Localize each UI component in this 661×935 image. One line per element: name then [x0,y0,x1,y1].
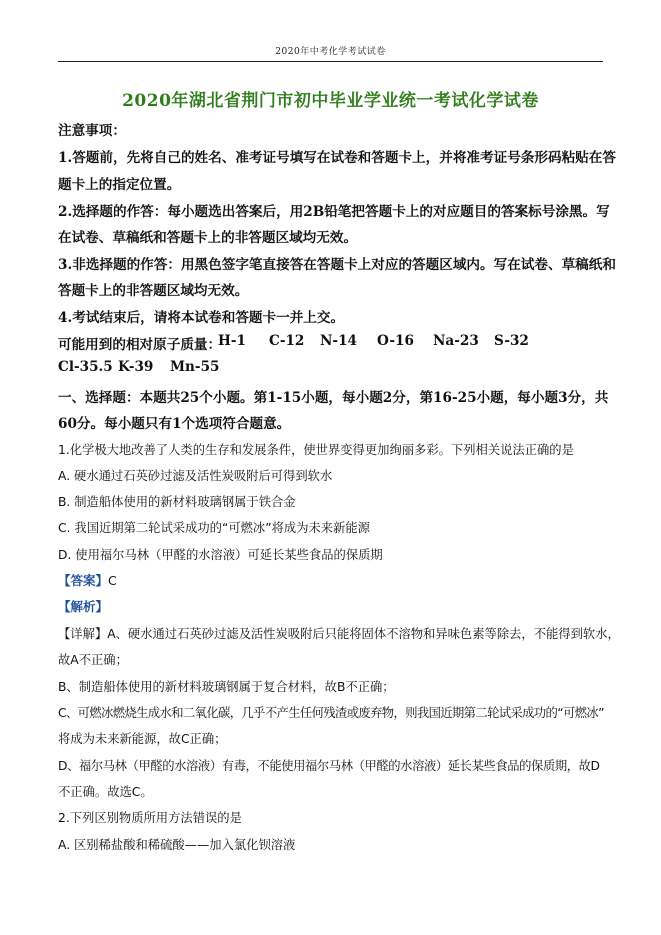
question-1-detail-line-1 [58,624,620,642]
question-2-option-a: A. 区别稀盐酸和稀硫酸——加入氯化钡溶液 [58,838,296,852]
question-1-detail-line-6: D、福尔马林（甲醛的水溶液）有毒，不能使用福尔马林（甲醛的水溶液）延长某些食品的保质期，故D [58,759,600,773]
atomic-mass-o: O-16 [377,333,414,349]
note-line-1: 1.答题前，先将自己的姓名、准考证号填写在试卷和答题卡上，并将准考证号条形码粘贴在答 [58,150,616,166]
section-1-line-1: 一、选择题：本题共25个小题。第1-15小题，每小题2分，第16-25小题，每小题3分，共 [58,390,609,406]
note-line-3: 2.选择题的作答：每小题选出答案后，用2B铅笔把答题卡上的对应题目的答案标号涂黑。写 [58,204,610,220]
question-1-detail-line-3: B、制造船体使用的新材料玻璃钢属于复合材料，故B不正确； [58,680,395,694]
detail-tag: 【详解】 [58,627,108,641]
answer-value: C [108,573,117,588]
question-1-answer [58,571,117,589]
exam-title: 2020年湖北省荆门市初中毕业学业统一考试化学试卷 [122,91,539,111]
question-2-stem: 2.下列区别物质所用方法错误的是 [58,811,242,825]
atomic-mass-c: C-12 [269,333,305,349]
section-1-line-2: 60分。每小题只有1个选项符合题意。 [58,416,291,432]
atomic-mass-n: N-14 [320,333,357,349]
atomic-mass-s: S-32 [494,333,529,349]
header-rule [58,61,603,62]
question-1-detail-line-2: 故A不正确； [58,653,128,667]
question-1-option-d: D. 使用福尔马林（甲醛的水溶液）可延长某些食品的保质期 [58,548,383,562]
question-1-detail-line-5: 将成为未来新能源，故C正确； [58,732,227,746]
atomic-masses-label: 可能用到的相对原子质量： [58,337,222,353]
note-line-4: 在试卷、草稿纸和答题卡上的非答题区域均无效。 [58,230,358,246]
atomic-mass-k: K-39 [118,359,154,375]
atomic-mass-h: H-1 [218,333,246,349]
detail-text-1: A、硬水通过石英砂过滤及活性炭吸附后只能将固体不溶物和异味色素等除去，不能得到软水， [107,627,620,641]
analysis-tag: 【解析】 [58,599,109,614]
atomic-mass-cl: Cl-35.5 [58,359,113,375]
atomic-masses-row-2 [58,359,603,377]
note-line-6: 答题卡上的非答题区域均无效。 [58,283,249,299]
question-1-option-c: C. 我国近期第二轮试采成功的“可燃冰”将成为未来新能源 [58,521,370,535]
atomic-masses-row-1 [58,333,603,351]
page-header: 2020年中考化学考试试卷 [275,47,386,57]
question-1-detail-line-7: 不正确。故选C。 [58,785,153,799]
question-1-option-b: B. 制造船体使用的新材料玻璃钢属于铁合金 [58,495,296,509]
question-1-option-a: A. 硬水通过石英砂过滤及活性炭吸附后可得到软水 [58,469,333,483]
question-1-stem: 1.化学极大地改善了人类的生存和发展条件，使世界变得更加绚丽多彩。下列相关说法正确的是 [58,443,574,457]
note-line-7: 4.考试结束后，请将本试卷和答题卡一并上交。 [58,310,345,326]
notes-heading: 注意事项： [58,123,126,139]
question-1-analysis [58,597,108,615]
atomic-mass-mn: Mn-55 [170,359,220,375]
note-line-2: 题卡上的指定位置。 [58,177,181,193]
answer-tag: 【答案】 [58,573,109,588]
note-line-5: 3.非选择题的作答：用黑色签字笔直接答在答题卡上对应的答题区域内。写在试卷、草稿纸和 [58,257,616,273]
atomic-mass-na: Na-23 [433,333,479,349]
question-1-detail-line-4: C、可燃冰燃烧生成水和二氧化碳，几乎不产生任何残渣或废弃物，则我国近期第二轮试采成功的“可燃冰” [58,706,604,720]
